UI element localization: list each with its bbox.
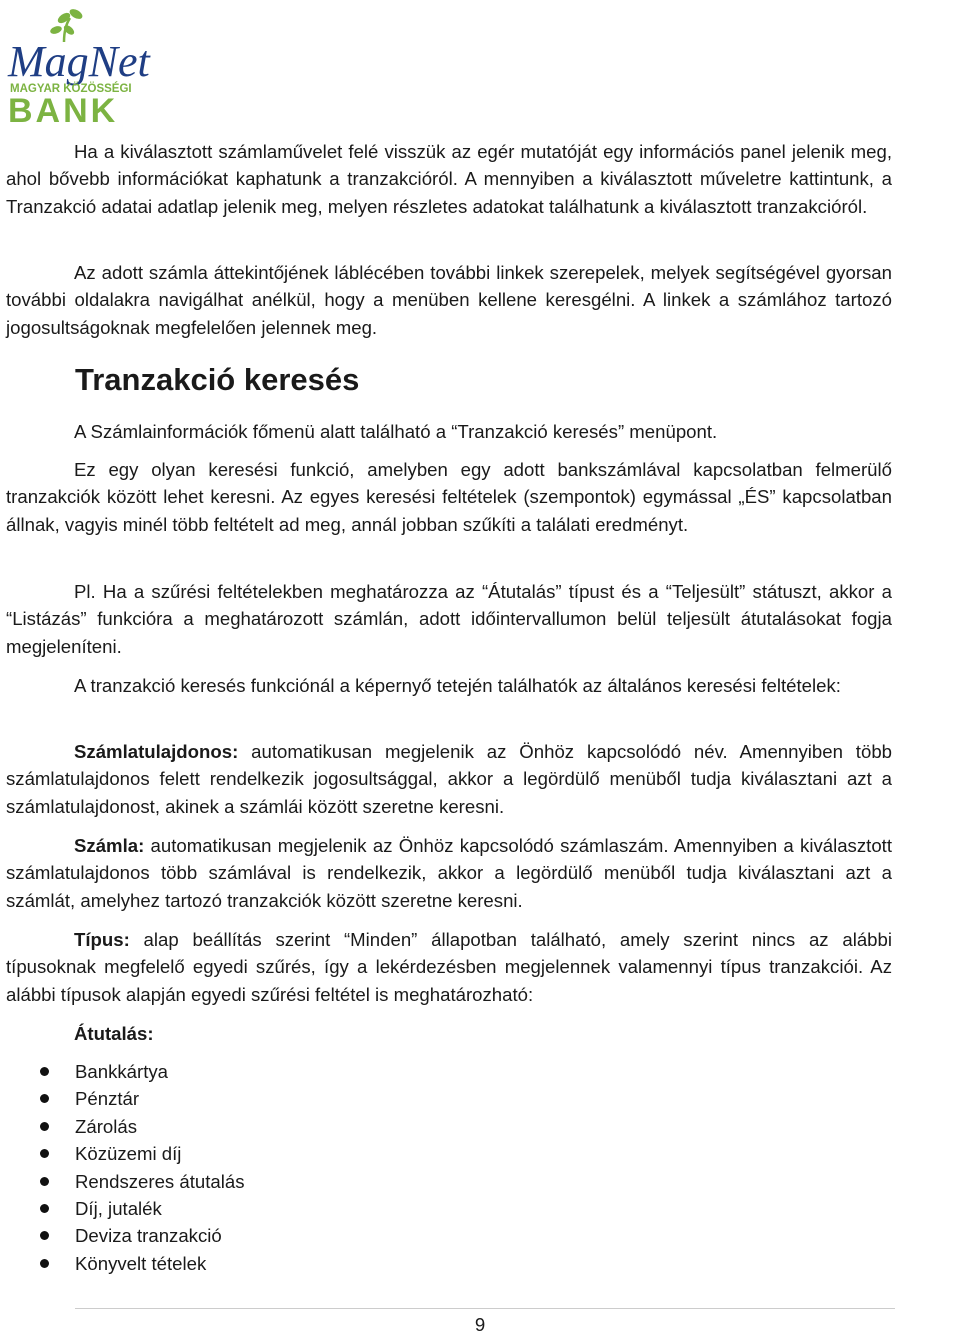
list-item: Könyvelt tételek — [0, 1250, 245, 1277]
list-item: Bankkártya — [0, 1058, 245, 1085]
paragraph-menu-location: A Számlainformációk főmenü alatt található a “Tranzakció keresés” menüpont. — [74, 421, 718, 442]
logo-word-magnet: MagNet — [8, 37, 150, 86]
paragraph-tooltip-info: Ha a kiválasztott számlaművelet felé visszük az egér mutatóját egy információs panel jelenik meg, ahol bővebb információkat kaphatunk a tranzakcióról. A mennyiben a kiválasztott műveletre kattintunk, a Tranzakció adatai adatlap jelenik meg, melyen részletes adatokat találhatunk a kiválasztott tranzakcióról. — [6, 141, 892, 217]
list-item: Zárolás — [0, 1113, 245, 1140]
bullet-icon — [40, 1259, 49, 1268]
list-item: Rendszeres átutalás — [0, 1168, 245, 1195]
paragraph-account: Számla: automatikusan megjelenik az Önhöz kapcsolódó számlaszám. Amennyiben a kiválasztott számlatulajdonos több számlával is rendelkezik, akkor a legördülő menüből tudja kiválasztani azt a számlát, amelyhez tartozó tranzakciók között szeretne keresni. — [6, 835, 892, 911]
bullet-icon — [40, 1177, 49, 1186]
section-heading-tranzakcio-kereses: Tranzakció keresés — [75, 362, 360, 397]
logo-word-bank: BANK — [8, 92, 119, 124]
paragraph-example: Pl. Ha a szűrési feltételekben meghatározza az “Átutalás” típust és a “Teljesült” státuszt, akkor a “Listázás” funkcióra a meghatározott számlán, adott időintervallumon belül teljesült átutalásokat fogja megjeleníteni. — [6, 581, 892, 657]
page-number: 9 — [474, 1314, 486, 1335]
list-item: Pénztár — [0, 1085, 245, 1112]
magnet-bank-logo — [6, 4, 156, 124]
paragraph-general-criteria: A tranzakció keresés funkciónál a képernyő tetején találhatók az általános keresési feltételek: — [74, 675, 841, 696]
bullet-icon — [40, 1122, 49, 1131]
list-item: Deviza tranzakció — [0, 1222, 245, 1249]
logo-subtitle: MAGYAR KÖZÖSSÉGI — [10, 83, 132, 95]
bullet-icon — [40, 1204, 49, 1213]
transfer-type-list — [0, 1058, 245, 1277]
label-account-owner: Számlatulajdonos: — [74, 741, 239, 762]
list-item: Közüzemi díj — [0, 1140, 245, 1167]
bullet-icon — [40, 1149, 49, 1158]
bullet-icon — [40, 1231, 49, 1240]
label-account: Számla: — [74, 835, 145, 856]
bullet-icon — [40, 1094, 49, 1103]
bullet-icon — [40, 1067, 49, 1076]
list-item: Díj, jutalék — [0, 1195, 245, 1222]
label-type: Típus: — [74, 929, 130, 950]
paragraph-type: Típus: alap beállítás szerint “Minden” állapotban található, amely szerint nincs az alábbi típusoknak megfelelő egyedi szűrés, így a lekérdezésben megjelennek valamennyi típus tranzakciói. Az alábbi típusok alapján egyedi szűrési feltétel is meghatározható: — [6, 929, 892, 1005]
paragraph-search-description: Ez egy olyan keresési funkció, amelyben egy adott bankszámlával kapcsolatban felmerülő tranzakciók között lehet keresni. Az egyes keresési feltételek (szempontok) egymással „ÉS” kapcsolatban állnak, vagyis minél több feltételt ad meg, annál jobban szűkíti a találati eredményt. — [6, 459, 892, 535]
paragraph-account-owner: Számlatulajdonos: automatikusan megjelenik az Önhöz kapcsolódó név. Amennyiben több számlatulajdonos felett rendelkezik jogosultsággal, akkor a legördülő menüből tudja kiválasztani azt a számlatulajdonost, akinek a számlái között szeretne keresni. — [6, 741, 892, 817]
footer-divider — [75, 1308, 895, 1309]
paragraph-footer-links: Az adott számla áttekintőjének láblécében további linkek szerepelek, melyek segítségével gyorsan további oldalakra navigálhat anélkül, hogy a menüben kellene keresgélni. A linkek a számlához tartozó jogosultságoknak megfelelően jelennek meg. — [6, 262, 892, 338]
subheading-transfer: Átutalás: — [74, 1023, 154, 1044]
